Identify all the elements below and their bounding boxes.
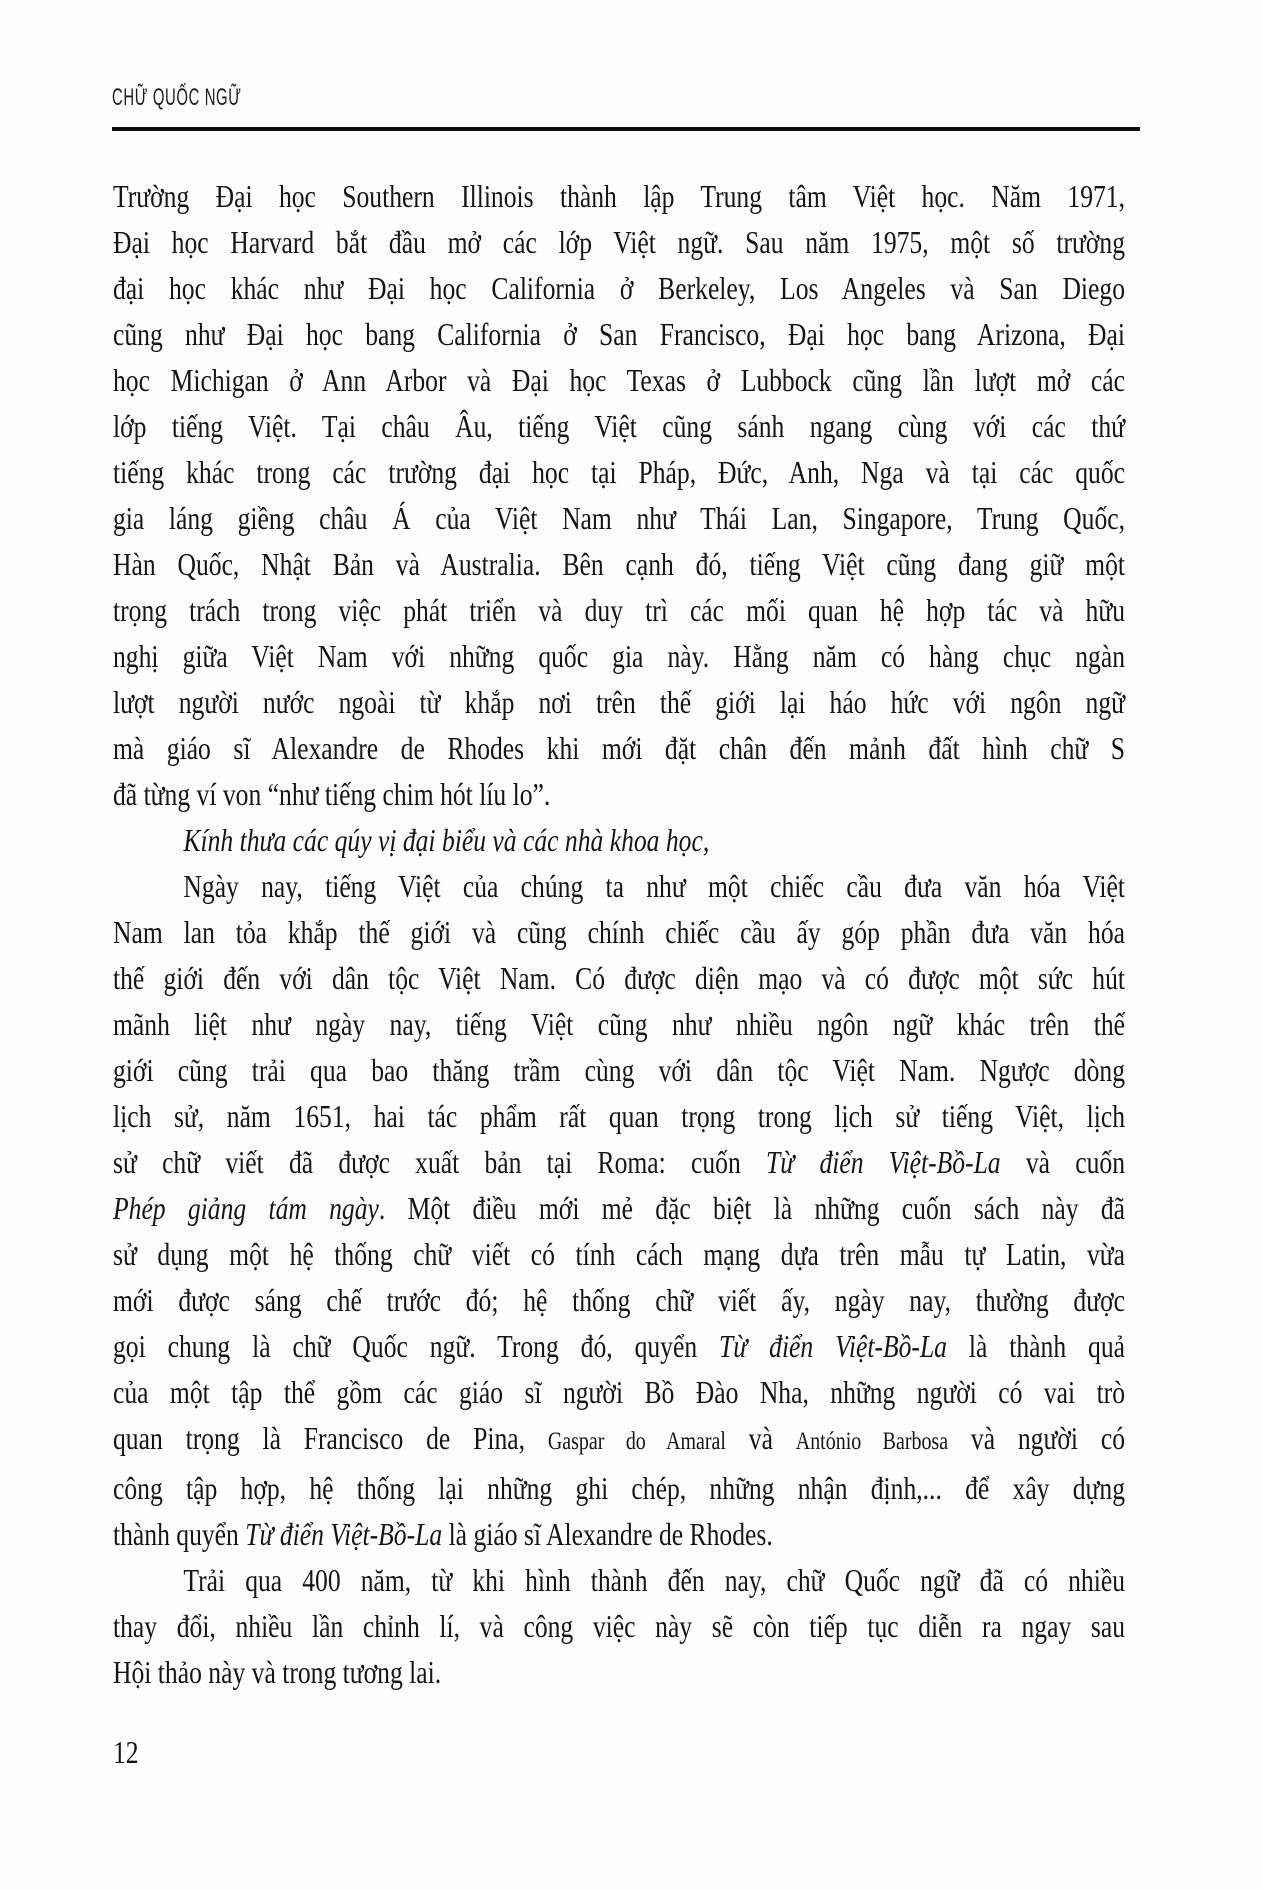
text-line <box>113 679 1125 725</box>
text-line <box>113 357 1125 403</box>
text-line <box>113 449 1125 495</box>
paragraph-universities <box>113 173 1125 817</box>
text-segment: công tập hợp, hệ thống lại những ghi chép, những nhận định,... để xây dựng <box>113 1470 1125 1506</box>
text-line <box>113 1557 1125 1603</box>
text-segment: lượt người nước ngoài từ khắp nơi trên thế giới lại háo hức với ngôn ngữ <box>113 684 1125 720</box>
text-segment: trọng trách trong việc phát triển và duy trì các mối quan hệ hợp tác và hữu <box>113 592 1125 628</box>
text-segment: Hội thảo này và trong tương lai. <box>113 1654 442 1690</box>
text-line <box>113 1603 1125 1649</box>
italic-text: Từ điển Việt-Bồ-La <box>766 1144 1001 1180</box>
text-segment: gọi chung là chữ Quốc ngữ. Trong đó, quyển <box>113 1328 720 1364</box>
text-line <box>113 1323 1125 1369</box>
text-line <box>113 817 1125 863</box>
text-line <box>113 725 1125 771</box>
text-segment: nghị giữa Việt Nam với những quốc gia này. Hằng năm có hàng chục ngàn <box>113 638 1125 674</box>
text-segment: Đại học Harvard bắt đầu mở các lớp Việt ngữ. Sau năm 1975, một số trường <box>113 224 1125 260</box>
text-segment: Hàn Quốc, Nhật Bản và Australia. Bên cạnh đó, tiếng Việt cũng đang giữ một <box>113 546 1125 582</box>
text-segment: giới cũng trải qua bao thăng trầm cùng với dân tộc Việt Nam. Ngược dòng <box>113 1052 1125 1088</box>
text-segment: Trải qua 400 năm, từ khi hình thành đến nay, chữ Quốc ngữ đã có nhiều <box>183 1562 1125 1598</box>
text-segment: đại học khác như Đại học California ở Berkeley, Los Angeles và San Diego <box>113 270 1125 306</box>
text-segment: và người có <box>948 1420 1126 1456</box>
italic-text: Phép giảng tám ngày <box>113 1190 379 1226</box>
text-line <box>113 495 1125 541</box>
text-line <box>113 1093 1125 1139</box>
text-line <box>113 1047 1125 1093</box>
text-segment: sử chữ viết đã được xuất bản tại Roma: cuốn <box>113 1144 767 1180</box>
text-segment: thay đổi, nhiều lần chỉnh lí, và công việc này sẽ còn tiếp tục diễn ra ngay sau <box>113 1608 1125 1644</box>
text-segment: đã từng ví von “như tiếng chim hót líu lo”. <box>113 776 551 812</box>
text-line <box>113 1277 1125 1323</box>
text-line <box>113 311 1125 357</box>
text-line <box>113 955 1125 1001</box>
text-segment: gia láng giềng châu Á của Việt Nam như Thái Lan, Singapore, Trung Quốc, <box>113 500 1125 536</box>
text-segment: tiếng khác trong các trường đại học tại Pháp, Đức, Anh, Nga và tại các quốc <box>113 454 1125 490</box>
text-segment: Nam lan tỏa khắp thế giới và cũng chính chiếc cầu ấy góp phần đưa văn hóa <box>113 914 1125 950</box>
text-segment: mới được sáng chế trước đó; hệ thống chữ viết ấy, ngày nay, thường được <box>113 1282 1125 1318</box>
text-line <box>113 1415 1125 1465</box>
text-line <box>113 633 1125 679</box>
text-line <box>113 1231 1125 1277</box>
text-line <box>113 771 1125 817</box>
text-line <box>113 587 1125 633</box>
header-rule <box>112 127 1140 131</box>
text-segment: là thành quả <box>946 1328 1126 1364</box>
paragraph-history <box>113 863 1125 1557</box>
text-line <box>113 173 1125 219</box>
text-segment: cũng như Đại học bang California ở San Francisco, Đại học bang Arizona, Đại <box>113 316 1125 352</box>
text-segment: và cuốn <box>1000 1144 1126 1180</box>
text-segment: là giáo sĩ Alexandre de Rhodes. <box>442 1516 773 1552</box>
text-segment: lớp tiếng Việt. Tại châu Âu, tiếng Việt cũng sánh ngang cùng với các thứ <box>113 408 1125 444</box>
text-segment: Trường Đại học Southern Illinois thành lập Trung tâm Việt học. Năm 1971, <box>113 178 1125 214</box>
small-text: António Barbosa <box>795 1428 949 1455</box>
text-line <box>113 1465 1125 1511</box>
text-line <box>113 541 1125 587</box>
text-segment: sử dụng một hệ thống chữ viết có tính cách mạng dựa trên mẫu tự Latin, vừa <box>113 1236 1125 1272</box>
text-segment: mãnh liệt như ngày nay, tiếng Việt cũng như nhiều ngôn ngữ khác trên thế <box>113 1006 1125 1042</box>
text-line <box>113 403 1125 449</box>
text-line <box>113 219 1125 265</box>
page-number: 12 <box>113 1734 139 1770</box>
text-line <box>113 1649 1125 1695</box>
text-segment: và <box>725 1420 796 1456</box>
text-segment: học Michigan ở Ann Arbor và Đại học Texas ở Lubbock cũng lần lượt mở các <box>113 362 1125 398</box>
text-segment: của một tập thể gồm các giáo sĩ người Bồ Đào Nha, những người có vai trò <box>113 1374 1125 1410</box>
text-segment: mà giáo sĩ Alexandre de Rhodes khi mới đặt chân đến mảnh đất hình chữ S <box>113 730 1125 766</box>
text-line <box>113 863 1125 909</box>
paragraph-closing <box>113 1557 1125 1695</box>
text-line <box>113 1185 1125 1231</box>
text-segment: Kính thưa các qúy vị đại biểu và các nhà khoa học, <box>183 822 710 858</box>
text-segment: . Một điều mới mẻ đặc biệt là những cuốn sách này đã <box>378 1190 1126 1226</box>
text-segment: Ngày nay, tiếng Việt của chúng ta như một chiếc cầu đưa văn hóa Việt <box>183 868 1125 904</box>
text-segment: lịch sử, năm 1651, hai tác phẩm rất quan trọng trong lịch sử tiếng Việt, lịch <box>113 1098 1125 1134</box>
small-text: Gaspar do Amaral <box>547 1428 726 1455</box>
text-line <box>113 1139 1125 1185</box>
salutation-line <box>113 817 1125 863</box>
text-line <box>113 1369 1125 1415</box>
text-segment: thành quyển <box>113 1516 246 1552</box>
italic-text: Từ điển Việt-Bồ-La <box>245 1516 443 1552</box>
text-line <box>113 1511 1125 1557</box>
text-line <box>113 1001 1125 1047</box>
text-segment: quan trọng là Francisco de Pina, <box>113 1420 548 1456</box>
page-body <box>113 173 1125 1695</box>
italic-text: Từ điển Việt-Bồ-La <box>719 1328 947 1364</box>
text-segment: thế giới đến với dân tộc Việt Nam. Có được diện mạo và có được một sức hút <box>113 960 1125 996</box>
text-line <box>113 265 1125 311</box>
text-line <box>113 909 1125 955</box>
running-header-title: CHỮ QUỐC NGỮ <box>112 84 242 111</box>
